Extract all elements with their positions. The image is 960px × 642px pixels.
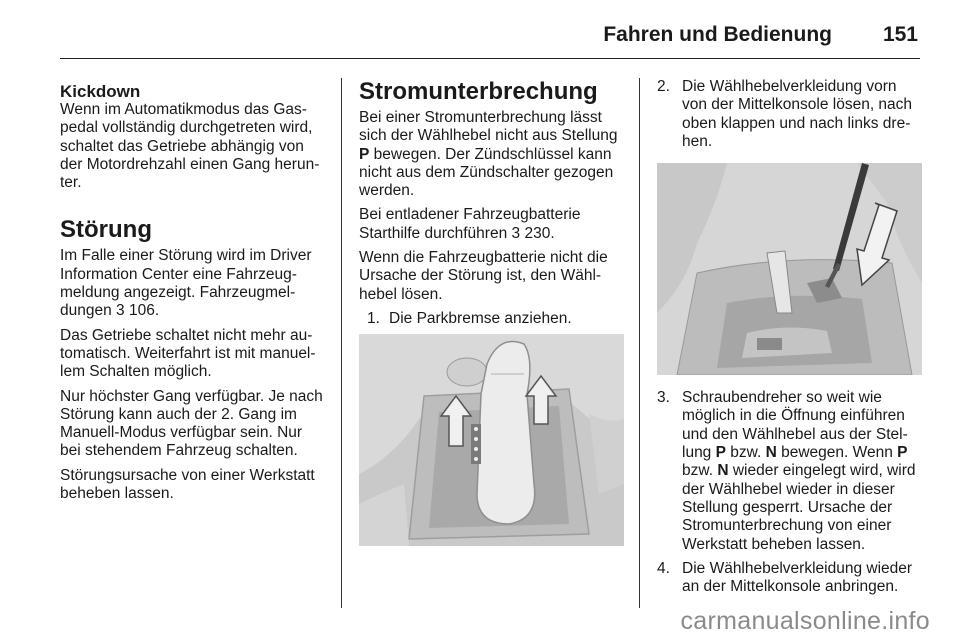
column-3	[657, 78, 923, 602]
column-divider	[341, 78, 342, 608]
kickdown-text: Wenn im Automatikmodus das Gaspedal vollständig durchgetreten wird, schaltet das Getriebe abhängig von der Motordrehzahl einen Gang herunter.	[60, 101, 320, 192]
gear-selector-illustration	[359, 334, 624, 546]
screwdriver-illustration	[657, 163, 922, 375]
stoerung-heading: Störung	[60, 216, 152, 244]
step-2	[657, 78, 923, 151]
page-header	[60, 18, 920, 59]
header-title: Fahren und Bedienung	[603, 23, 832, 46]
step-number: 4.	[657, 559, 670, 577]
step-number: 2.	[657, 78, 670, 95]
reference-arrow-icon: 3	[116, 302, 125, 320]
stoerung-paragraph-1: Im Falle einer Störung wird im Driver Information Center eine Fahrzeugmeldung angezeigt. Fahrzeugmeldungen 3 106.	[60, 247, 312, 320]
column-1	[60, 78, 326, 509]
stoerung-paragraph-2: Das Getriebe schaltet nicht mehr automatisch. Weiterfahrt ist mit manuellem Schalten möglich.	[60, 326, 316, 381]
stoerung-paragraph-4: Störungsursache von einer Werkstatt beheben lassen.	[60, 466, 315, 503]
kickdown-heading: Kickdown	[60, 82, 141, 101]
reference-arrow-icon: 3	[511, 224, 521, 242]
step-text: Die Wählhebelverkleidung wieder an der Mittelkonsole anbringen.	[682, 559, 913, 596]
page-number: 151	[882, 23, 918, 46]
strom-paragraph-1: Bei einer Stromunterbrechung lässt sich der Wählhebel nicht aus Stellung P bewegen. Der Zündschlüssel kann nicht aus dem Zündschalter gezogen werden.	[359, 109, 618, 200]
step-text: Die Wählhebelverkleidung vorn von der Mittelkonsole lösen, nach oben klappen und nach links drehen.	[682, 78, 913, 150]
watermark: carmanualsonline.info	[680, 607, 930, 635]
stoerung-paragraph-3: Nur höchster Gang verfügbar. Je nach Störung kann auch der 2. Gang im Manuell-Modus verfügbar sein. Nur bei stehendem Fahrzeug schalten.	[60, 387, 323, 460]
step-text: Schraubendreher so weit wie möglich in die Öffnung einführen und den Wählhebel aus der Stellung P bzw. N bewegen. Wenn P bzw. N wieder eingelegt wird, wird der Wählhebel wieder in dieser Stellung gesperrt. Ursache der Stromunterbrechung von einer Werkstatt beheben lassen.	[682, 389, 916, 553]
step-number: 1.	[367, 309, 380, 327]
page-reference-link[interactable]: 230.	[524, 224, 555, 242]
strom-paragraph-2: Bei entladener Fahrzeugbatterie Starthilfe durchführen 3 230.	[359, 206, 581, 242]
page-reference-link[interactable]: 106.	[128, 302, 160, 320]
step-number: 3.	[657, 389, 670, 407]
strom-paragraph-3: Wenn die Fahrzeugbatterie nicht die Ursache der Störung ist, den Wählhebel lösen.	[359, 249, 608, 303]
step-text: Die Parkbremse anziehen.	[389, 309, 572, 327]
column-divider	[639, 78, 640, 608]
stromunterbrechung-heading: Stromunterbrechung	[359, 78, 598, 105]
gear-selector-drawing	[359, 334, 624, 546]
column-2	[359, 78, 624, 546]
step-1	[359, 310, 624, 328]
step-4	[657, 560, 923, 597]
screwdriver-drawing	[657, 163, 922, 375]
step-3	[657, 389, 923, 554]
